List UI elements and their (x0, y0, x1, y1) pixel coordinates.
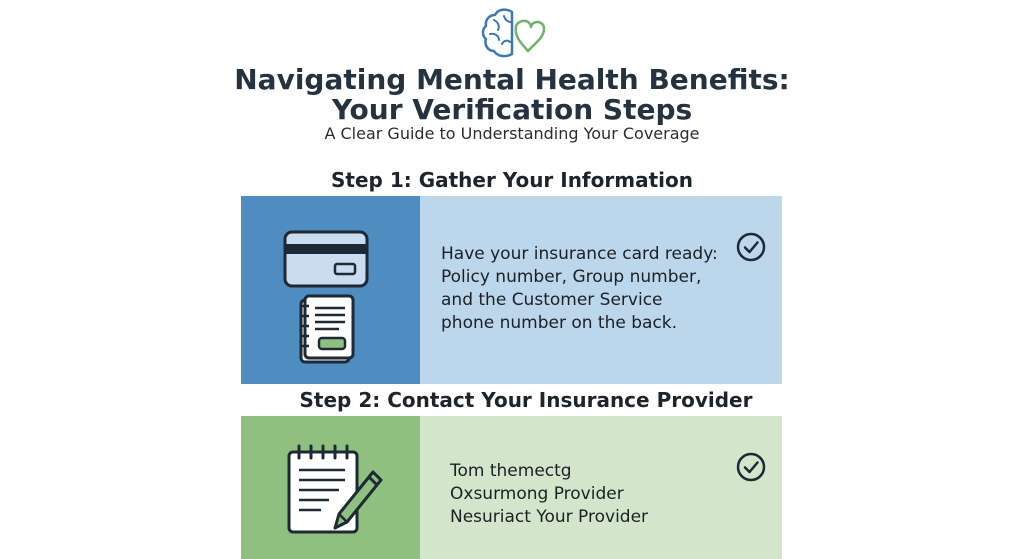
check-circle-icon (736, 232, 766, 262)
step-1-line: Have your insurance card ready: (441, 244, 718, 264)
step-2-text-area (420, 416, 782, 559)
step-2-icon-area (241, 416, 420, 559)
check-circle-icon (736, 452, 766, 482)
notepad-pen-icon (285, 442, 385, 536)
step-2-description (450, 460, 730, 529)
step-1-icon-area (241, 196, 420, 384)
step-2-heading: Step 2: Contact Your Insurance Provider (299, 388, 753, 412)
brain-heart-icon (478, 6, 550, 62)
step-1-text-area (420, 196, 782, 384)
step-1-line: phone number on the back. (441, 313, 678, 333)
credit-card-icon (283, 230, 369, 288)
step-2-panel (241, 416, 782, 559)
step-1-line: and the Customer Service (441, 290, 663, 310)
step-1-panel (241, 196, 782, 384)
step-2-line: Nesuriact Your Provider (450, 507, 649, 527)
step-1-heading: Step 1: Gather Your Information (331, 168, 693, 192)
page-title-line-1: Navigating Mental Health Benefits: (234, 63, 790, 96)
page-subtitle: A Clear Guide to Understanding Your Coverage (324, 124, 700, 143)
page-title-line-2: Your Verification Steps (331, 93, 693, 126)
step-2-line: Tom themectg (450, 461, 572, 481)
notebook-icon (293, 294, 357, 366)
step-2-line: Oxsurmong Provider (450, 484, 624, 504)
step-1-description (441, 243, 741, 335)
step-1-line: Policy number, Group number, (441, 267, 702, 287)
